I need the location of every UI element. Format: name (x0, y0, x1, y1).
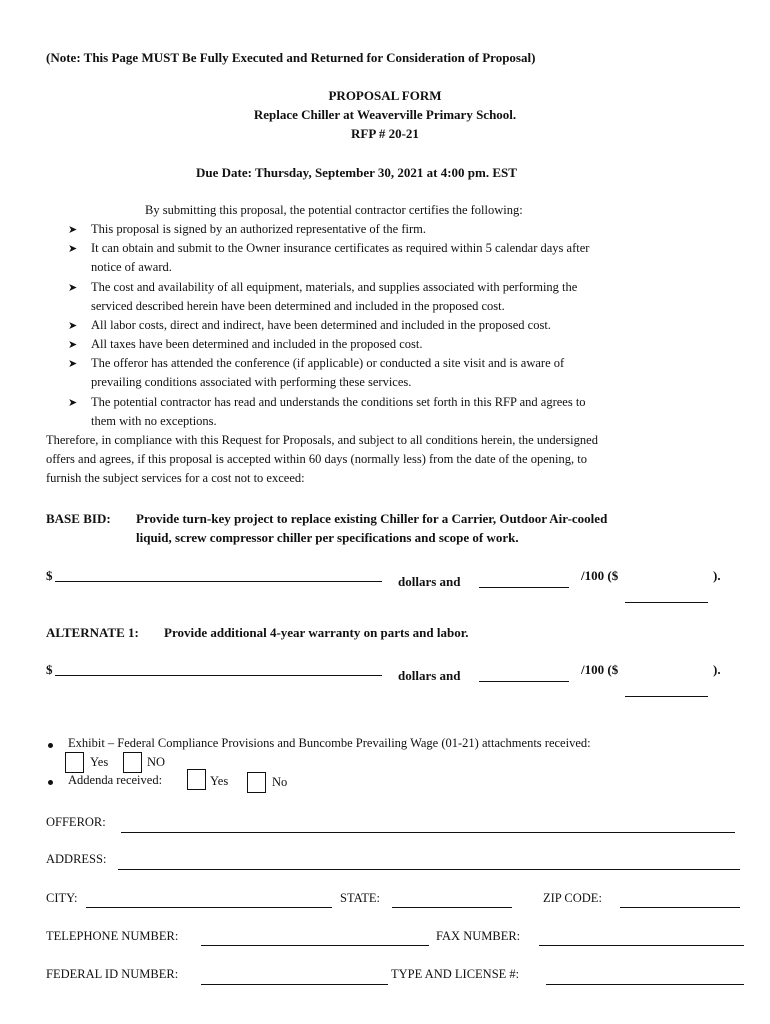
certification-item: The potential contractor has read and understands the conditions set forth in this RFP and agrees to (91, 395, 586, 409)
dollars-and-label: dollars and (398, 668, 461, 683)
fax-field[interactable] (539, 945, 744, 946)
base-bid-label: BASE BID: (46, 511, 111, 526)
certification-item: All taxes have been determined and included in the proposed cost. (91, 337, 423, 351)
address-label: ADDRESS: (46, 852, 107, 866)
city-field[interactable] (86, 907, 332, 908)
address-field[interactable] (118, 869, 740, 870)
city-label: CITY: (46, 891, 78, 905)
addenda-text: Addenda received: (68, 773, 163, 787)
base-bid-cents-field[interactable] (479, 587, 569, 588)
zip-label: ZIP CODE: (543, 891, 602, 905)
certification-item: The offeror has attended the conference (if applicable) or conducted a site visit and is aware of (91, 356, 565, 370)
therefore-text: furnish the subject services for a cost not to exceed: (46, 471, 305, 485)
offeror-label: OFFEROR: (46, 815, 106, 829)
bullet-dot-icon (48, 780, 53, 785)
certification-item-cont: serviced described herein have been determined and included in the proposed cost. (91, 299, 505, 313)
intro-text: By submitting this proposal, the potential contractor certifies the following: (145, 203, 523, 217)
alternate-dollars-field[interactable] (55, 675, 382, 676)
therefore-text: offers and agrees, if this proposal is accepted within 60 days (normally less) from the date of the opening, to (46, 452, 587, 466)
federal-id-field[interactable] (201, 984, 388, 985)
dollar-sign: $ (46, 568, 53, 583)
base-bid-numeric-field[interactable] (625, 602, 708, 603)
bullet-dot-icon (48, 743, 53, 748)
arrow-bullet-icon: ➤ (68, 339, 78, 351)
zip-field[interactable] (620, 907, 740, 908)
certification-item: This proposal is signed by an authorized representative of the firm. (91, 222, 426, 236)
state-label: STATE: (340, 891, 380, 905)
alternate-cents-field[interactable] (479, 681, 569, 682)
type-license-label: TYPE AND LICENSE #: (391, 967, 520, 981)
certification-item-cont: prevailing conditions associated with performing these services. (91, 375, 412, 389)
exhibit-no-label: NO (147, 755, 166, 769)
federal-id-label: FEDERAL ID NUMBER: (46, 967, 179, 981)
addenda-yes-label: Yes (210, 774, 229, 788)
arrow-bullet-icon: ➤ (68, 397, 78, 409)
arrow-bullet-icon: ➤ (68, 320, 78, 332)
close-paren: ). (713, 568, 721, 583)
rfp-number: RFP # 20-21 (351, 126, 419, 141)
base-bid-description-cont: liquid, screw compressor chiller per specifications and scope of work. (136, 530, 519, 545)
telephone-label: TELEPHONE NUMBER: (46, 929, 179, 943)
form-title: PROPOSAL FORM (328, 88, 442, 103)
hundred-label: /100 ($ (581, 662, 619, 677)
addenda-yes-checkbox[interactable] (187, 769, 206, 790)
hundred-label: /100 ($ (581, 568, 619, 583)
certification-item: The cost and availability of all equipment, materials, and supplies associated with performing the (91, 280, 578, 294)
page-note: (Note: This Page MUST Be Fully Executed and Returned for Consideration of Proposal) (46, 50, 536, 65)
alternate-label: ALTERNATE 1: (46, 625, 139, 640)
type-license-field[interactable] (546, 984, 744, 985)
base-bid-dollars-field[interactable] (55, 581, 382, 582)
offeror-field[interactable] (121, 832, 735, 833)
fax-label: FAX NUMBER: (436, 929, 521, 943)
dollars-and-label: dollars and (398, 574, 461, 589)
certification-item-cont: notice of award. (91, 260, 172, 274)
due-date: Due Date: Thursday, September 30, 2021 at 4:00 pm. EST (196, 165, 517, 180)
exhibit-text: Exhibit – Federal Compliance Provisions and Buncombe Prevailing Wage (01-21) attachments received: (68, 736, 591, 750)
arrow-bullet-icon: ➤ (68, 358, 78, 370)
arrow-bullet-icon: ➤ (68, 243, 78, 255)
alternate-description: Provide additional 4-year warranty on parts and labor. (164, 625, 469, 640)
certification-item: All labor costs, direct and indirect, have been determined and included in the proposed cost. (91, 318, 551, 332)
base-bid-description: Provide turn-key project to replace existing Chiller for a Carrier, Outdoor Air-cooled (136, 511, 608, 526)
close-paren: ). (713, 662, 721, 677)
exhibit-no-checkbox[interactable] (123, 752, 142, 773)
arrow-bullet-icon: ➤ (68, 224, 78, 236)
alternate-numeric-field[interactable] (625, 696, 708, 697)
certification-item-cont: them with no exceptions. (91, 414, 217, 428)
state-field[interactable] (392, 907, 512, 908)
therefore-text: Therefore, in compliance with this Request for Proposals, and subject to all conditions herein, the undersigned (46, 433, 598, 447)
certification-item: It can obtain and submit to the Owner insurance certificates as required within 5 calendar days after (91, 241, 590, 255)
addenda-no-checkbox[interactable] (247, 772, 266, 793)
form-subtitle: Replace Chiller at Weaverville Primary School. (253, 107, 517, 122)
addenda-no-label: No (272, 775, 288, 789)
exhibit-yes-checkbox[interactable] (65, 752, 84, 773)
arrow-bullet-icon: ➤ (68, 282, 78, 294)
telephone-field[interactable] (201, 945, 429, 946)
exhibit-yes-label: Yes (90, 755, 109, 769)
dollar-sign: $ (46, 662, 53, 677)
